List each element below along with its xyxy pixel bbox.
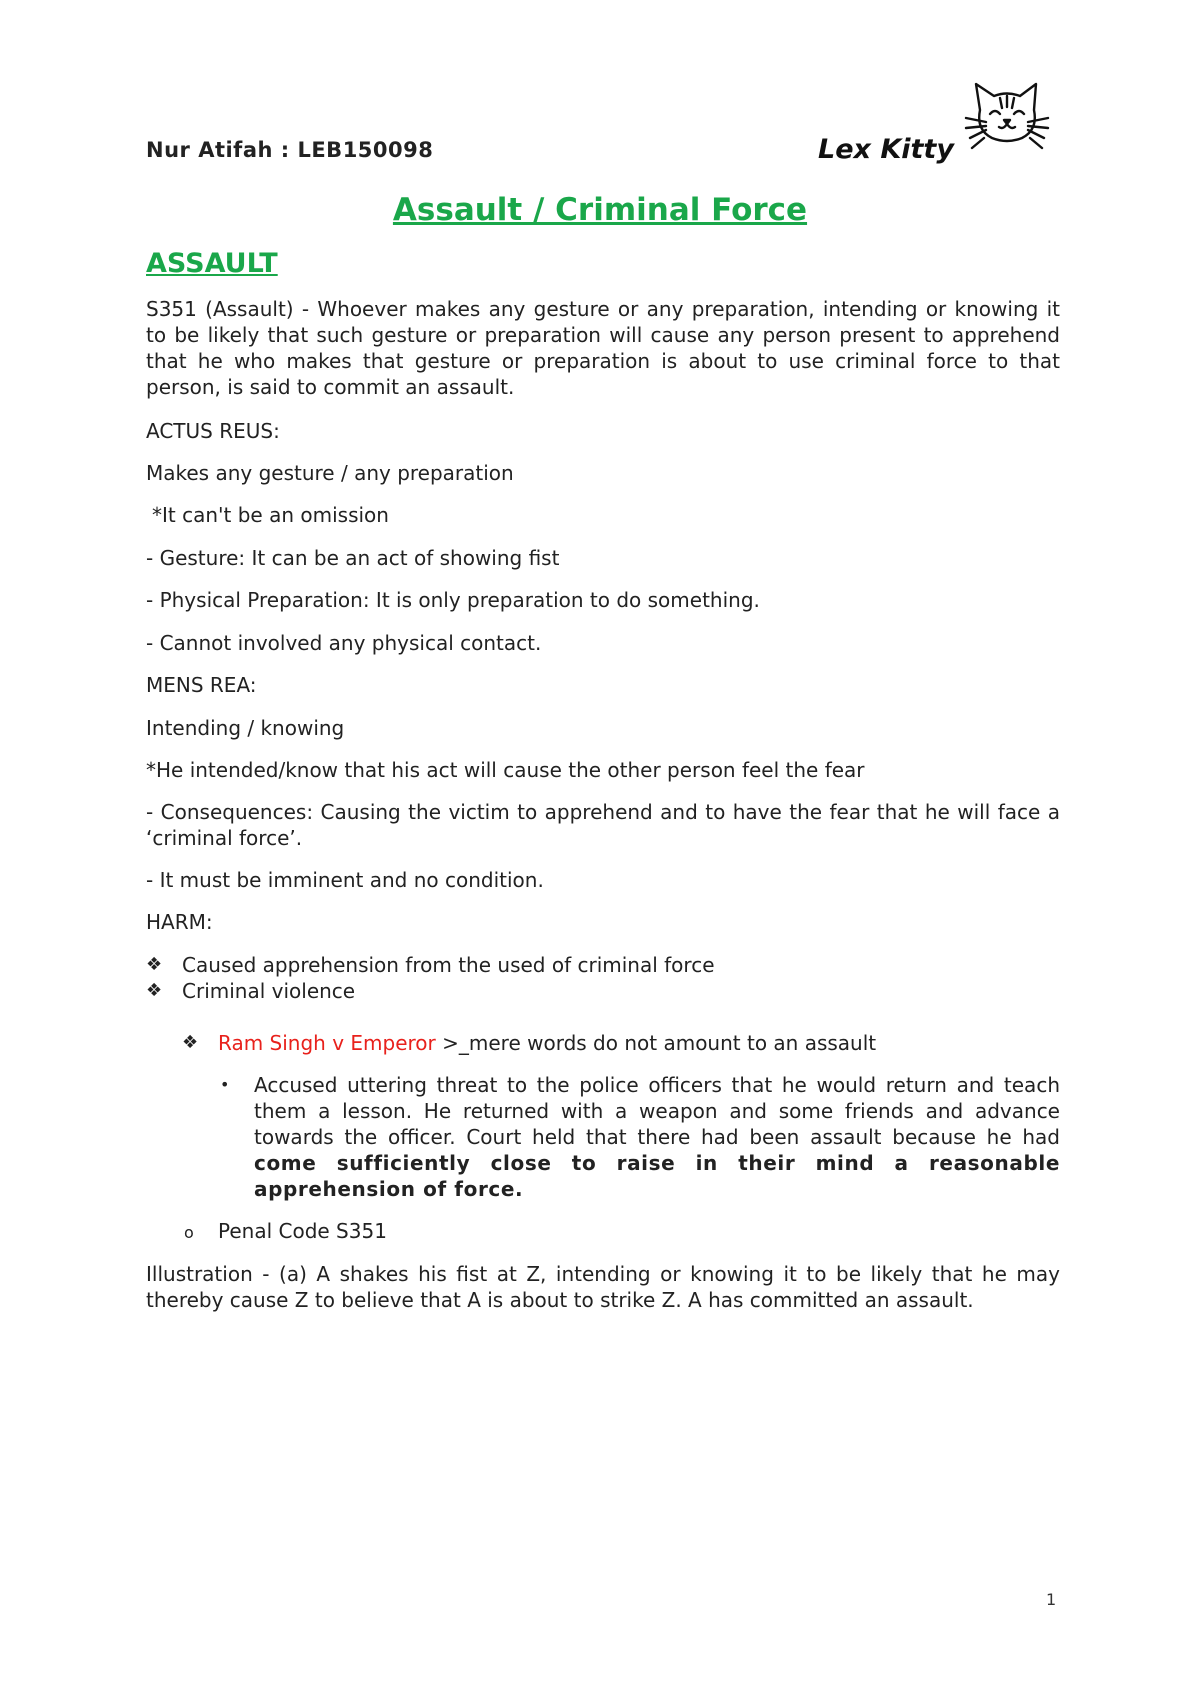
- page-number: 1: [1046, 1590, 1057, 1609]
- case-facts-text: Accused uttering threat to the police officers that he would return and teach them a lesson. He returned with a weapon and some friends and advance towards the officer. Court held that there had been assault because he had: [254, 1073, 1060, 1149]
- illustration-paragraph: Illustration - (a) A shakes his fist at Z, intending or knowing it to be likely that he may thereby cause Z to believe that A is about to strike Z. A has committed an assault.: [146, 1262, 1060, 1312]
- actus-reus-line: - Gesture: It can be an act of showing fist: [146, 546, 560, 570]
- mens-rea-line: *He intended/know that his act will cause the other person feel the fear: [146, 758, 865, 782]
- brand-label: Lex Kitty: [818, 134, 954, 165]
- diamond-bullet-icon: ❖: [182, 1032, 199, 1053]
- diamond-bullet-icon: ❖: [146, 954, 163, 975]
- case-facts-emphasis: come sufficiently close to raise in their mind a reasonable apprehension of force.: [254, 1151, 1060, 1201]
- circle-bullet-icon: o: [184, 1223, 194, 1242]
- actus-reus-heading: ACTUS REUS:: [146, 419, 280, 443]
- actus-reus-line: *It can't be an omission: [152, 503, 389, 527]
- cat-face-icon: [962, 80, 1052, 150]
- actus-reus-line: Makes any gesture / any preparation: [146, 461, 514, 485]
- case-name: Ram Singh v Emperor: [218, 1031, 436, 1055]
- diamond-bullet-icon: ❖: [146, 980, 163, 1001]
- mens-rea-line: - It must be imminent and no condition.: [146, 868, 544, 892]
- mens-rea-line: - Consequences: Causing the victim to apprehend and to have the fear that he will face a ‘criminal force’.: [146, 800, 1060, 850]
- dot-bullet-icon: •: [220, 1075, 230, 1094]
- harm-heading: HARM:: [146, 910, 213, 934]
- author-label: Nur Atifah : LEB150098: [146, 138, 434, 162]
- case-holding: >_mere words do not amount to an assault: [435, 1031, 877, 1055]
- mens-rea-heading: MENS REA:: [146, 673, 257, 697]
- mens-rea-line: Intending / knowing: [146, 716, 345, 740]
- s351-definition: S351 (Assault) - Whoever makes any gesture or any preparation, intending or knowing it to be likely that such gesture or preparation will cause any person present to apprehend that he who makes that gesture or preparation is about to use criminal force to that person, is said to commit an assault.: [146, 297, 1060, 399]
- document-page: Nur Atifah : LEB150098 Lex Kitty Assault / Criminal Force ASSAULT S351 (Assault) - Whoever makes any gesture or any preparation, intending or knowing it to be likely that such gesture or preparation will cause any person present to apprehend that he who makes that gesture or preparation is about to use criminal force to that person, is said to commit an assault. ACTUS REUS: Makes any gesture / any preparation *It can't be an omission - Gesture: It can be an act of showing fist - Physical Preparation: It is only preparation to do something. - Cannot involved any physical contact. MENS REA: Intending / knowing *He intended/know that his act will cause the other person feel the fear - Consequences: Causing the victim to apprehend and to have the fear that he will face a ‘criminal force’. - It must be imminent and no condition. HARM: ❖ Caused apprehension from the used of criminal force ❖ Criminal violence ❖ Ram Singh v Emperor >_mere words do not amount to an assault • Accused uttering threat to the police officers that he would return and teach them a lesson. He returned with a weapon and some friends and advance towards the officer. Court held that there had been assault because he had come sufficiently close to raise in their mind a reasonable apprehension of force. o Penal Code S351 Illustration - (a) A shakes his fist at Z, intending or knowing it to be likely that he may thereby cause Z to believe that A is about to strike Z. A has committed an assault. 1: [0, 0, 1200, 1698]
- actus-reus-line: - Cannot involved any physical contact.: [146, 631, 542, 655]
- actus-reus-line: - Physical Preparation: It is only preparation to do something.: [146, 588, 760, 612]
- section-heading-assault: ASSAULT: [146, 248, 278, 279]
- document-title: Assault / Criminal Force: [392, 192, 808, 228]
